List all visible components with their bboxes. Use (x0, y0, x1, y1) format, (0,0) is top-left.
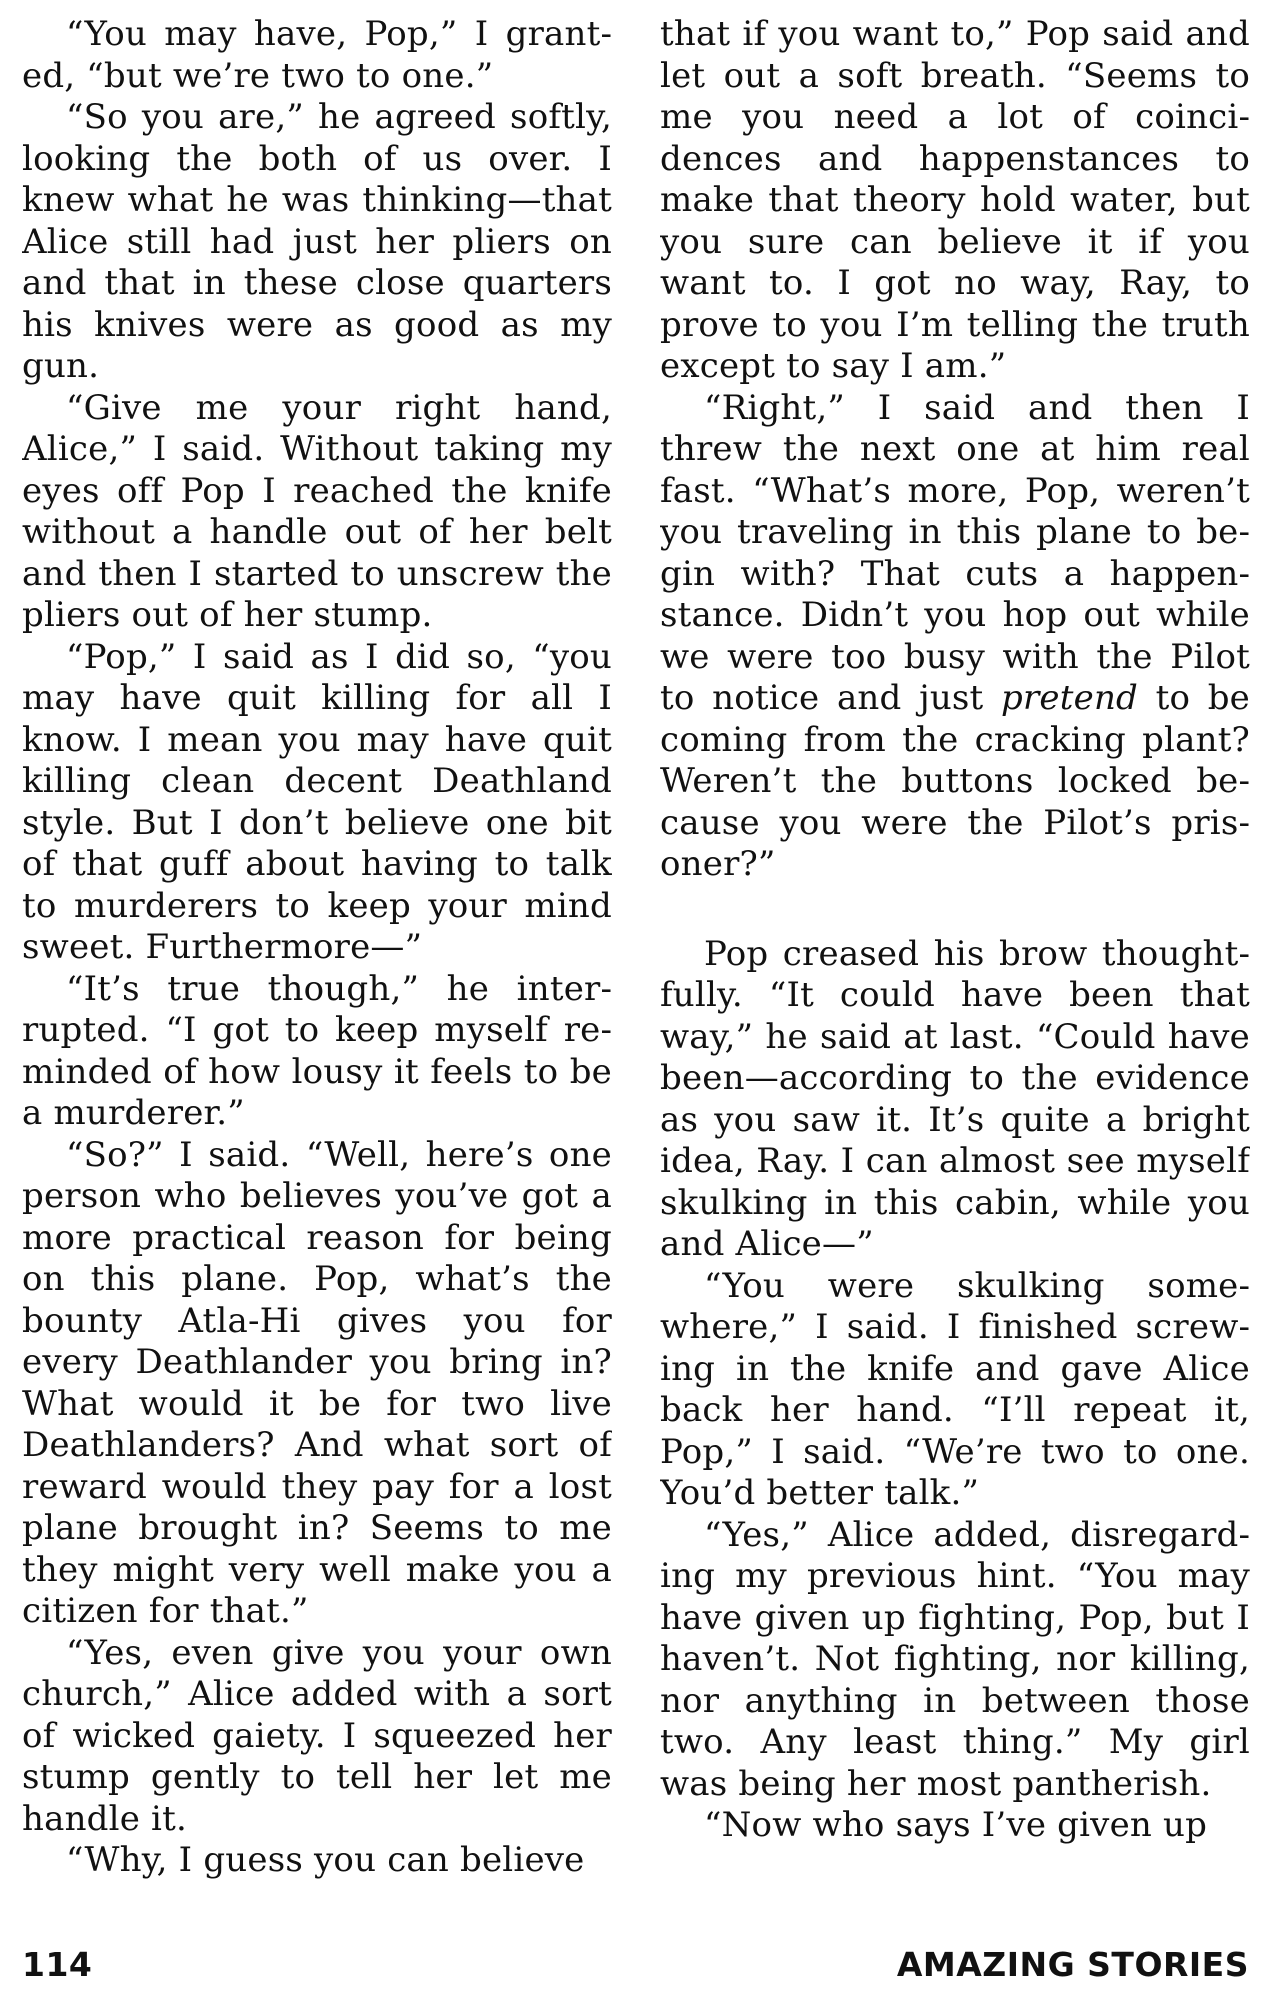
page-number: 114 (22, 1945, 93, 1984)
paragraph (660, 388, 1250, 886)
right-column (660, 14, 1250, 1904)
emphasis-text: pretend (1001, 678, 1139, 718)
paragraph: “So?” I said. “Well, here’s one person who believes you’ve got a more practical reason for being on this plane. Pop, what’s the bounty Atla-Hi gives you for every Deathlander you bring in? What would it be for two live Deathlanders? And what sort of reward would they pay for a lost plane brought in? Seems to me they might very well make you a citizen for that.” (22, 1134, 612, 1631)
paragraph: that if you want to,” Pop said and let out a soft breath. “Seems to me you need a lot of coincidences and happenstances to make that theory hold water, but you sure can believe it if you want to. I got no way, Ray, to prove to you I’m telling the truth except to say I am.” (660, 14, 1250, 386)
paragraph: “Yes,” Alice added, disregarding my previous hint. “You may have given up fighting, Pop, but I haven’t. Not fighting, nor killing, nor anything in between those two. Any least thing.” My girl was being her most pantherish. (660, 1514, 1250, 1804)
magazine-title: AMAZING STORIES (896, 1945, 1249, 1984)
paragraph: “Give me your right hand, Alice,” I said. Without taking my eyes off Pop I reached the knife without a handle out of her belt and then I started to unscrew the pliers out of her stump. (22, 387, 612, 635)
paragraph: “So you are,” he agreed softly, looking the both of us over. I knew what he was thinking—that Alice still had just her pliers on and that in these close quarters his knives were as good as my gun. (22, 97, 612, 386)
paragraph: “Yes, even give you your own church,” Alice added with a sort of wicked gaiety. I squeezed her stump gently to tell her let me handle it. (22, 1632, 612, 1839)
paragraph-text: “Right,” I said and then I threw the next one at him real fast. “What’s more, Pop, weren’t you traveling in this plane to begin with? That cuts a happenstance. Didn’t you hop out while we were too busy with the Pilot to notice and just (660, 387, 1250, 718)
paragraph: “Pop,” I said as I did so, “you may have quit killing for all I know. I mean you may have quit killing clean decent Deathland style. But I don’t believe one bit of that guff about having to talk to murderers to keep your mind sweet. Furthermore—” (22, 636, 612, 967)
paragraph: “You were skulking somewhere,” I said. I finished screwing in the knife and gave Alice back her hand. “I’ll repeat it, Pop,” I said. “We’re two to one. You’d better talk.” (660, 1265, 1250, 1513)
paragraph: “You may have, Pop,” I granted, “but we’re two to one.” (22, 14, 612, 96)
paragraph: “Why, I guess you can believe (66, 1840, 585, 1880)
paragraph: “Now who says I’ve given up (704, 1805, 1208, 1845)
left-column (22, 14, 612, 1904)
paragraph: “It’s true though,” he interrupted. “I got to keep myself reminded of how lousy it feels to be a murderer.” (22, 968, 612, 1133)
paragraph: Pop creased his brow thoughtfully. “It could have been that way,” he said at last. “Could have been—according to the evidence as you saw it. It’s quite a bright idea, Ray. I can almost see myself skulking in this cabin, while you and Alice—” (660, 933, 1250, 1264)
paragraph-text: to be coming from the cracking plant? Weren’t the buttons locked because you were the Pilot’s prisoner?” (660, 678, 1250, 884)
